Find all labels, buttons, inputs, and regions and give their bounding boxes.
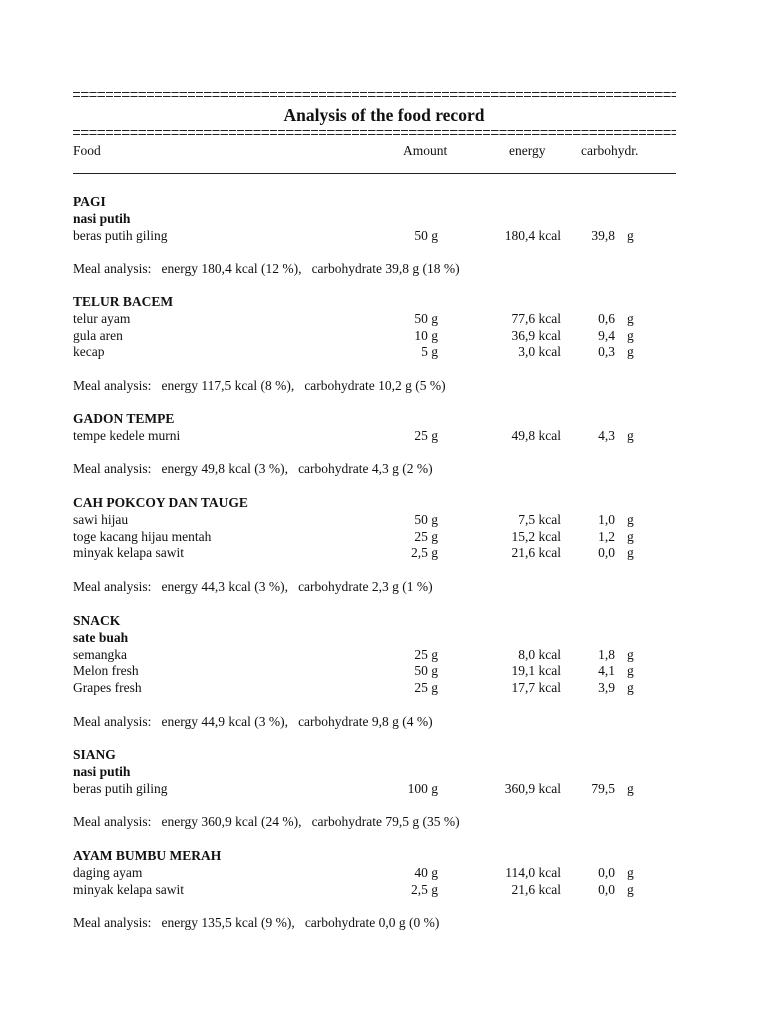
food-amount: 100 g — [407, 780, 438, 796]
food-carb: 4,1 — [598, 663, 615, 679]
food-item-row — [0, 227, 768, 244]
food-item-row — [0, 427, 768, 444]
food-energy: 36,9 kcal — [511, 327, 561, 343]
recipe-name-row — [0, 629, 768, 646]
food-amount: 25 g — [414, 680, 438, 696]
section-heading: CAH POKCOY DAN TAUGE — [73, 495, 248, 510]
recipe-name: nasi putih — [73, 210, 131, 226]
food-item-row — [0, 864, 768, 881]
meal-analysis-row — [0, 813, 768, 830]
food-carb: 1,8 — [598, 646, 615, 662]
page-title: Analysis of the food record — [283, 105, 485, 125]
food-carb-unit: g — [627, 511, 634, 527]
meal-analysis: Meal analysis: energy 135,5 kcal (9 %), carbohydrate 0,0 g (0 %) — [73, 915, 440, 931]
food-item-row — [0, 511, 768, 528]
food-carb-unit: g — [627, 864, 634, 880]
meal-analysis-row — [0, 260, 768, 277]
food-item-row — [0, 544, 768, 561]
food-carb-unit: g — [627, 680, 634, 696]
meal-analysis-row — [0, 377, 768, 394]
food-amount: 50 g — [414, 663, 438, 679]
food-energy: 3,0 kcal — [518, 344, 561, 360]
section-heading-row — [0, 746, 768, 763]
meal-analysis: Meal analysis: energy 44,9 kcal (3 %), carbohydrate 9,8 g (4 %) — [73, 713, 433, 729]
meal-analysis: Meal analysis: energy 49,8 kcal (3 %), carbohydrate 4,3 g (2 %) — [73, 461, 433, 477]
food-name: semangka — [73, 646, 127, 662]
recipe-name: nasi putih — [73, 763, 131, 779]
food-item-row — [0, 881, 768, 898]
food-carb: 9,4 — [598, 327, 615, 343]
food-name: Melon fresh — [73, 663, 139, 679]
recipe-name-row — [0, 210, 768, 227]
food-item-row — [0, 780, 768, 797]
food-name: daging ayam — [73, 864, 143, 880]
section-heading: SIANG — [73, 747, 116, 762]
food-carb-unit: g — [627, 227, 634, 243]
recipe-name-row — [0, 763, 768, 780]
food-name: Grapes fresh — [73, 680, 142, 696]
food-carb: 1,0 — [598, 511, 615, 527]
meal-analysis: Meal analysis: energy 360,9 kcal (24 %), carbohydrate 79,5 g (35 %) — [73, 814, 460, 830]
food-energy: 19,1 kcal — [511, 663, 561, 679]
section-heading-row — [0, 293, 768, 310]
food-amount: 25 g — [414, 427, 438, 443]
food-carb-unit: g — [627, 646, 634, 662]
meal-analysis-row — [0, 578, 768, 595]
food-carb: 39,8 — [591, 227, 615, 243]
food-name: beras putih giling — [73, 780, 168, 796]
food-energy: 77,6 kcal — [511, 310, 561, 326]
food-amount: 2,5 g — [411, 881, 438, 897]
food-name: minyak kelapa sawit — [73, 545, 184, 561]
food-amount: 50 g — [414, 227, 438, 243]
food-amount: 25 g — [414, 528, 438, 544]
food-item-row — [0, 662, 768, 679]
food-energy: 180,4 kcal — [504, 227, 561, 243]
food-name: tempe kedele murni — [73, 427, 181, 443]
food-carb: 4,3 — [598, 427, 615, 443]
food-energy: 21,6 kcal — [511, 881, 561, 897]
meal-analysis-row — [0, 914, 768, 931]
food-carb: 0,3 — [598, 344, 615, 360]
food-amount: 2,5 g — [411, 545, 438, 561]
section-heading-row — [0, 410, 768, 427]
food-amount: 10 g — [414, 327, 438, 343]
food-energy: 7,5 kcal — [518, 511, 561, 527]
food-item-row — [0, 528, 768, 545]
food-amount: 5 g — [421, 344, 438, 360]
food-carb-unit: g — [627, 528, 634, 544]
food-amount: 25 g — [414, 646, 438, 662]
food-item-row — [0, 327, 768, 344]
food-carb-unit: g — [627, 344, 634, 360]
section-heading: GADON TEMPE — [73, 411, 175, 426]
food-item-row — [0, 343, 768, 360]
food-carb-unit: g — [627, 780, 634, 796]
food-carb: 79,5 — [591, 780, 615, 796]
section-heading: AYAM BUMBU MERAH — [73, 848, 222, 863]
food-energy: 360,9 kcal — [504, 780, 561, 796]
meal-analysis-row — [0, 460, 768, 477]
food-energy: 15,2 kcal — [511, 528, 561, 544]
food-name: toge kacang hijau mentah — [73, 528, 212, 544]
section-heading-row — [0, 494, 768, 511]
column-header-energy: energy — [509, 143, 546, 158]
food-name: minyak kelapa sawit — [73, 881, 184, 897]
recipe-name: sate buah — [73, 629, 129, 645]
food-carb: 3,9 — [598, 680, 615, 696]
column-header-food: Food — [73, 143, 101, 158]
food-amount: 50 g — [414, 310, 438, 326]
double-rule-bottom — [73, 126, 676, 140]
section-heading-row — [0, 193, 768, 210]
food-carb-unit: g — [627, 427, 634, 443]
meal-analysis: Meal analysis: energy 117,5 kcal (8 %), carbohydrate 10,2 g (5 %) — [73, 378, 446, 393]
food-carb-unit: g — [627, 881, 634, 897]
food-carb-unit: g — [627, 545, 634, 561]
meal-analysis: Meal analysis: energy 180,4 kcal (12 %), carbohydrate 39,8 g (18 %) — [73, 261, 460, 277]
food-carb: 1,2 — [598, 528, 615, 544]
food-energy: 17,7 kcal — [511, 680, 561, 696]
section-heading-row — [0, 612, 768, 629]
food-item-row — [0, 646, 768, 663]
food-carb-unit: g — [627, 327, 634, 343]
section-heading: SNACK — [73, 613, 121, 628]
food-name: beras putih giling — [73, 227, 168, 243]
food-name: sawi hijau — [73, 511, 129, 527]
section-heading: TELUR BACEM — [73, 294, 174, 309]
food-energy: 49,8 kcal — [511, 427, 561, 443]
food-item-row — [0, 679, 768, 696]
section-heading: PAGI — [73, 194, 106, 209]
food-carb-unit: g — [627, 310, 634, 326]
food-energy: 21,6 kcal — [511, 545, 561, 561]
food-item-row — [0, 310, 768, 327]
food-energy: 8,0 kcal — [518, 646, 561, 662]
food-name: telur ayam — [73, 310, 131, 326]
section-heading-row — [0, 847, 768, 864]
meal-analysis: Meal analysis: energy 44,3 kcal (3 %), carbohydrate 2,3 g (1 %) — [73, 579, 433, 594]
double-rule-top — [73, 88, 676, 102]
food-amount: 40 g — [414, 864, 438, 880]
food-carb: 0,0 — [598, 864, 615, 880]
column-header-carb: carbohydr. — [581, 143, 639, 158]
food-name: kecap — [73, 344, 105, 360]
food-carb: 0,0 — [598, 881, 615, 897]
food-carb: 0,6 — [598, 310, 615, 326]
column-header-amount: Amount — [403, 143, 448, 158]
header-rule — [73, 173, 676, 174]
meal-analysis-row — [0, 713, 768, 730]
food-energy: 114,0 kcal — [505, 864, 561, 880]
food-carb: 0,0 — [598, 545, 615, 561]
food-carb-unit: g — [627, 663, 634, 679]
food-name: gula aren — [73, 327, 123, 343]
food-amount: 50 g — [414, 511, 438, 527]
